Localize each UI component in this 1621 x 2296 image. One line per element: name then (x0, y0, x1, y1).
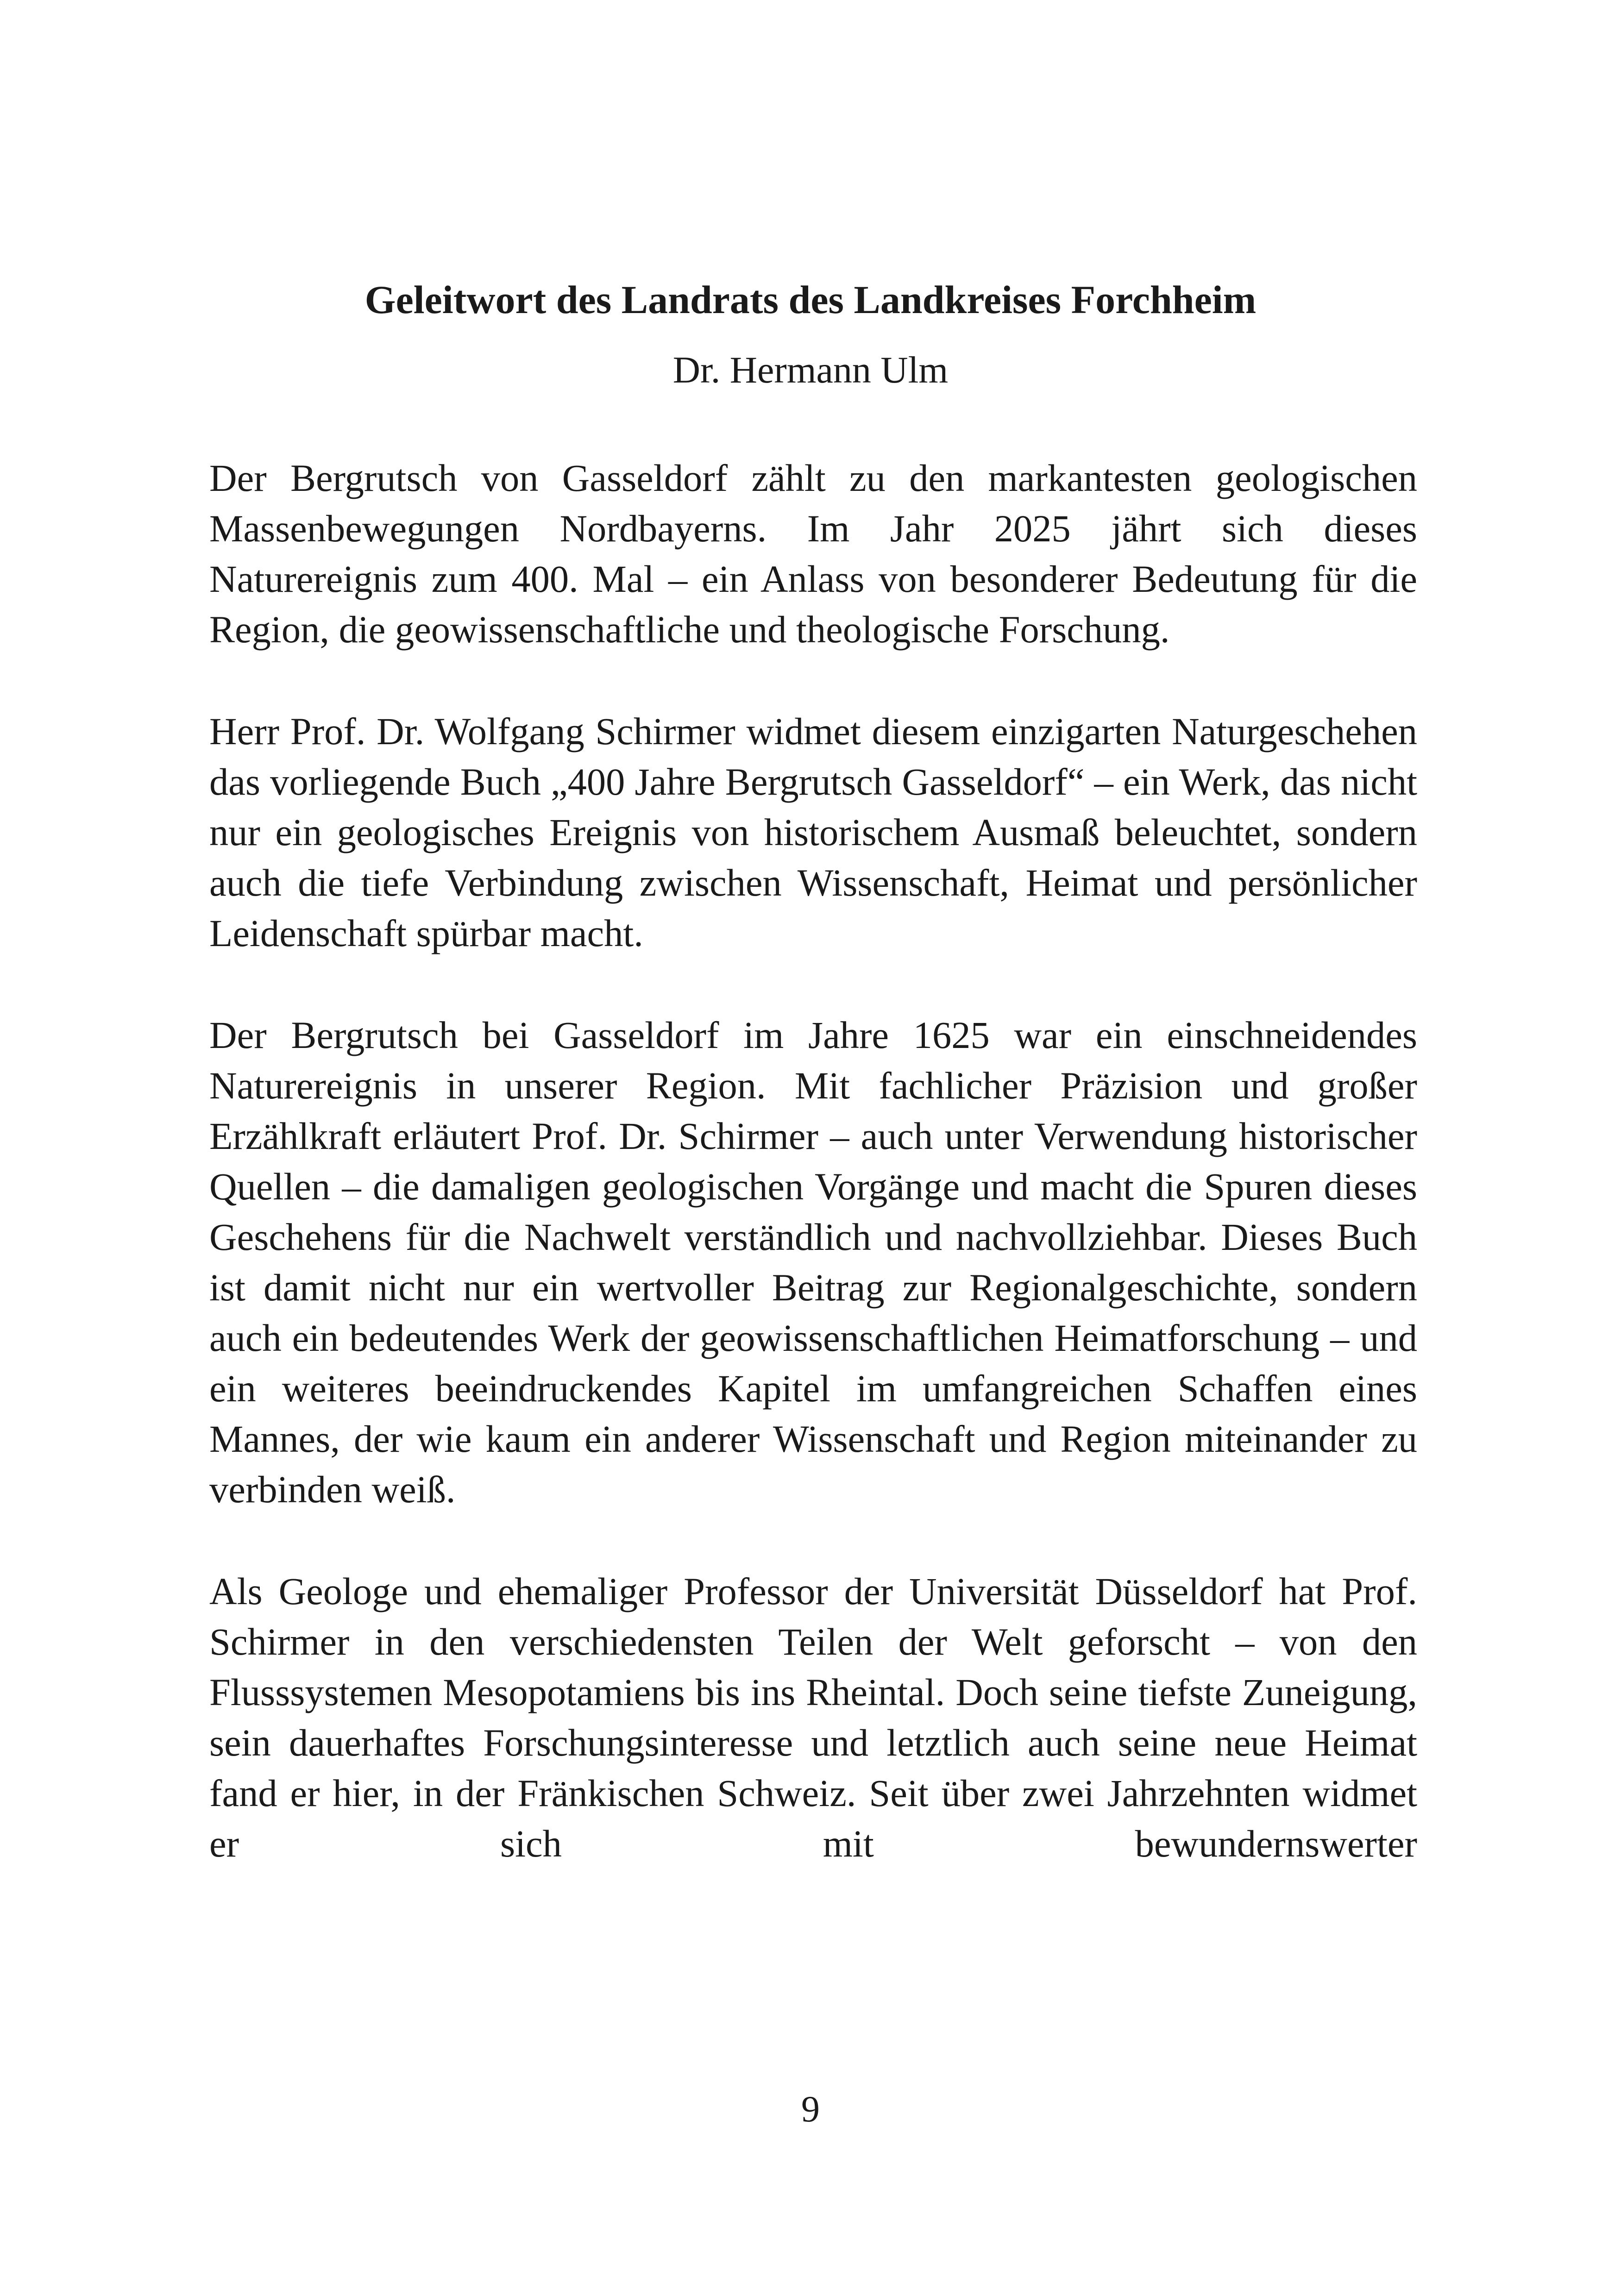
paragraph-3: Der Bergrutsch bei Gasseldorf im Jahre 1625 war ein einschneidendes Naturereignis in unserer Region. Mit fachlicher Präzision und großer Erzählkraft erläutert Prof. Dr. Schirmer – auch unter Verwendung historischer Quellen – die damaligen geologischen Vorgänge und macht die Spuren dieses Geschehens für die Nachwelt verständlich und nachvollziehbar. Dieses Buch ist damit nicht nur ein wertvoller Beitrag zur Regionalgeschichte, sondern auch ein bedeutendes Werk der geowissenschaftlichen Heimatforschung – und ein weiteres beeindruckendes Kapitel im umfangreichen Schaffen eines Mannes, der wie kaum ein anderer Wissenschaft und Region miteinander zu verbinden weiß. (209, 1014, 1417, 1511)
paragraph-2: Herr Prof. Dr. Wolfgang Schirmer widmet diesem einzigarten Naturgeschehen das vorliegende Buch „400 Jahre Bergrutsch Gasseldorf“ – ein Werk, das nicht nur ein geologisches Ereignis von historischem Ausmaß beleuchtet, sondern auch die tiefe Verbindung zwischen Wissenschaft, Heimat und persönlicher Leidenschaft spürbar macht. (209, 710, 1417, 954)
page-number: 9 (801, 2089, 820, 2130)
body-text (209, 453, 1417, 1869)
paragraph-1: Der Bergrutsch von Gasseldorf zählt zu den markantesten geologischen Massenbewegungen Nordbayerns. Im Jahr 2025 jährt sich dieses Naturereignis zum 400. Mal – ein Anlass von besonderer Bedeutung für die Region, die geowissenschaftliche und theologische Forschung. (209, 457, 1417, 651)
page-title: Geleitwort des Landrats des Landkreises Forchheim (364, 277, 1257, 322)
author-name: Dr. Hermann Ulm (672, 349, 949, 391)
paragraph-4: Als Geologe und ehemaliger Professor der Universität Düsseldorf hat Prof. Schirmer in den verschiedensten Teilen der Welt geforscht – von den Flusssystemen Mesopotamiens bis ins Rheintal. Doch seine tiefste Zuneigung, sein dauerhaftes Forschungsinteresse und letztlich auch seine neue Heimat fand er hier, in der Fränkischen Schweiz. Seit über zwei Jahrzehnten widmet er sich mit bewundernswerter (209, 1570, 1417, 1865)
